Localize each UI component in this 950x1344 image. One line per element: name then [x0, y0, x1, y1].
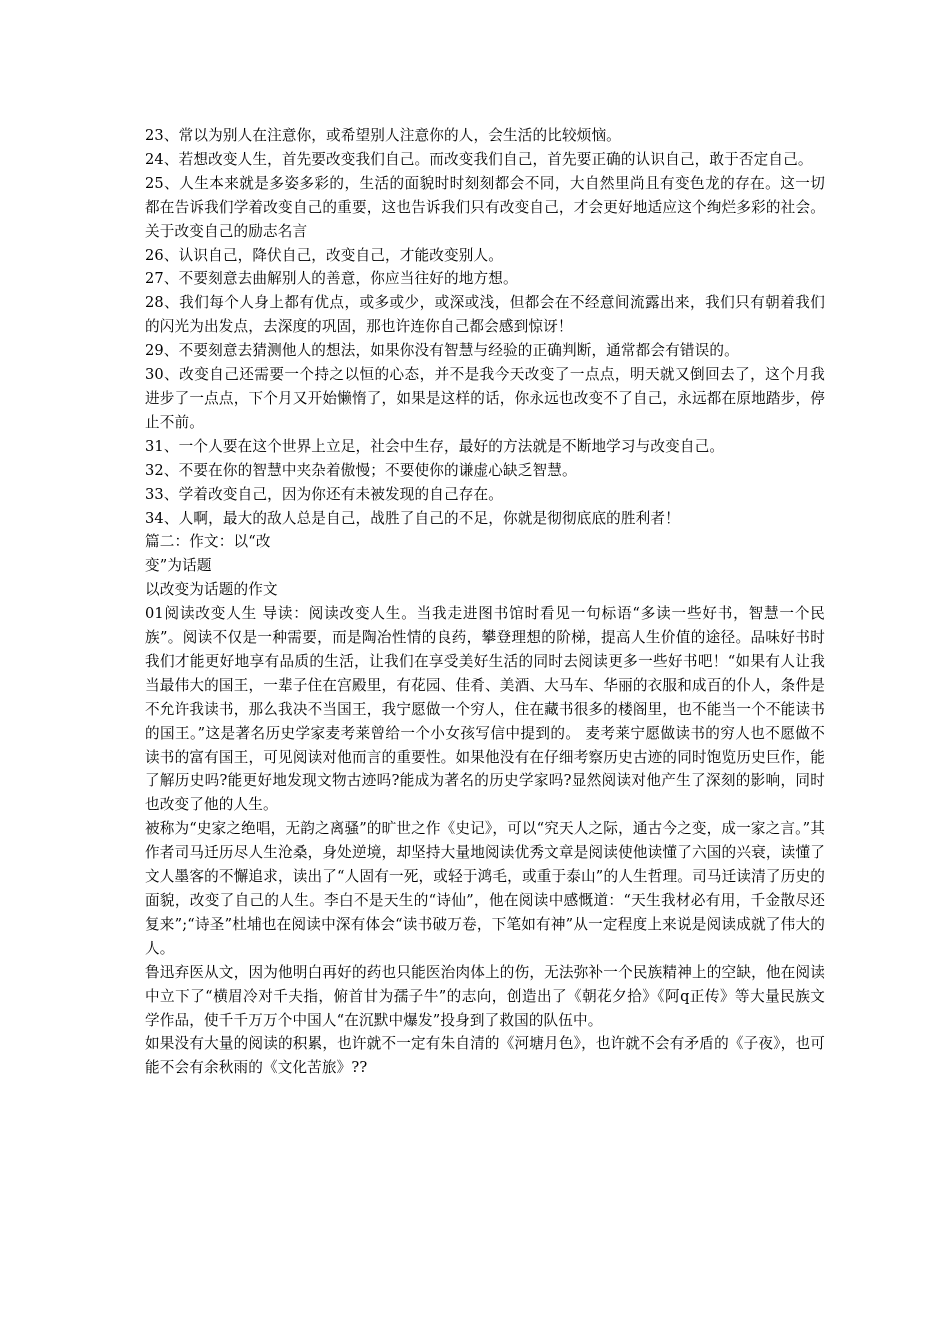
paragraph-quote-31: 31、一个人要在这个世界上立足，社会中生存，最好的方法就是不断地学习与改变自己。 — [145, 437, 725, 455]
document-page — [145, 124, 825, 1080]
section-heading-part-two: 篇二：作文：以“改 — [145, 533, 271, 551]
essay-title: 以改变为话题的作文 — [145, 581, 278, 599]
paragraph-quote-30: 30、改变自己还需要一个持之以恒的心态，并不是我今天改变了一点点，明天就又倒回去了，这个月我进步了一点点，下个月又开始懒惰了，如果是这样的话，你永远也改变不了自己，永远都在原地踏步，停止不前。 — [145, 366, 825, 431]
paragraph-quote-27: 27、不要刻意去曲解别人的善意，你应当往好的地方想。 — [145, 270, 518, 288]
paragraph-quote-26: 26、认识自己，降伏自己，改变自己，才能改变别人。 — [145, 246, 503, 264]
section-heading-part-two-continued: 变”为话题 — [145, 557, 212, 575]
paragraph-quote-25: 25、人生本来就是多姿多彩的，生活的面貌时时刻刻都会不同，大自然里尚且有变色龙的存在。这一切都在告诉我们学着改变自己的重要，这也告诉我们只有改变自己，才会更好地适应这个绚烂多彩的社会。关于改变自己的励志名言 — [145, 174, 825, 240]
essay-paragraph-lu-xun: 鲁迅弃医从文，因为他明白再好的药也只能医治肉体上的伤，无法弥补一个民族精神上的空缺，他在阅读中立下了“横眉冷对千夫指，俯首甘为孺子牛”的志向，创造出了《朝花夕拾》《阿q正传》等大量民族文学作品，使千千万万个中国人“在沉默中爆发”投身到了救国的队伍中。 — [145, 963, 825, 1029]
paragraph-quote-32: 32、不要在你的智慧中夹杂着傲慢；不要使你的谦虚心缺乏智慧。 — [145, 461, 577, 479]
paragraph-quote-24: 24、若想改变人生，首先要改变我们自己。而改变我们自己，首先要正确的认识自己，敢于否定自己。 — [145, 150, 813, 168]
paragraph-quote-34: 34、人啊，最大的敌人总是自己，战胜了自己的不足，你就是彻彻底底的胜利者！ — [145, 509, 680, 527]
paragraph-quote-28: 28、我们每个人身上都有优点，或多或少，或深或浅，但都会在不经意间流露出来，我们只有朝着我们的闪光为出发点，去深度的巩固，那也许连你自己都会感到惊讶！ — [145, 294, 825, 336]
paragraph-quote-23: 23、常以为别人在注意你，或希望别人注意你的人，会生活的比较烦恼。 — [145, 127, 621, 144]
paragraph-quote-33: 33、学着改变自己，因为你还有未被发现的自己存在。 — [145, 485, 503, 503]
essay-paragraph-conclusion: 如果没有大量的阅读的积累，也许就不一定有朱自清的《河塘月色》，也许就不会有矛盾的《子夜》，也可能不会有余秋雨的《文化苦旅》?? — [145, 1035, 825, 1077]
essay-paragraph-sima-qian: 被称为“史家之绝唱，无韵之离骚”的旷世之作《史记》，可以“究天人之际，通古今之变，成一家之言。”其作者司马迁历尽人生沧桑，身处逆境，却坚持大量地阅读优秀文章是阅读使他读懂了六国的兴衰，读懂了文人墨客的不懈追求，读出了“人固有一死，或轻于鸿毛，或重于泰山”的人生哲理。司马迁读清了历史的面貌，改变了自己的人生。李白不是天生的“诗仙”，他在阅读中感慨道：“天生我材必有用，千金散尽还复来”;“诗圣”杜埔也在阅读中深有体会“读书破万卷，下笔如有神”从一定程度上来说是阅读成就了伟大的人。 — [145, 820, 825, 957]
essay-paragraph-intro: 01阅读改变人生 导读：阅读改变人生。当我走进图书馆时看见一句标语“多读一些好书，智慧一个民族”。阅读不仅是一种需要，而是陶冶性情的良药，攀登理想的阶梯，提高人生价值的途径。品味好书时我们才能更好地享有品质的生活，让我们在享受美好生活的同时去阅读更多一些好书吧！“如果有人让我当最伟大的国王，一辈子住在宫殿里，有花园、佳肴、美酒、大马车、华丽的衣服和成百的仆人，条件是不允许我读书，那么我决不当国王，我宁愿做一个穷人，住在藏书很多的楼阁里，也不能当一个不能读书的国王。”这是著名历史学家麦考莱曾给一个小女孩写信中提到的。 麦考莱宁愿做读书的穷人也不愿做不读书的富有国王，可见阅读对他而言的重要性。如果他没有在仔细考察历史古迹的同时饱览历史巨作，能了解历史吗?能更好地发现文物古迹吗?能成为著名的历史学家吗?显然阅读对他产生了深刻的影响，同时也改变了他的人生。 — [145, 605, 825, 814]
paragraph-quote-29: 29、不要刻意去猜测他人的想法，如果你没有智慧与经验的正确判断，通常都会有错误的。 — [145, 342, 739, 360]
